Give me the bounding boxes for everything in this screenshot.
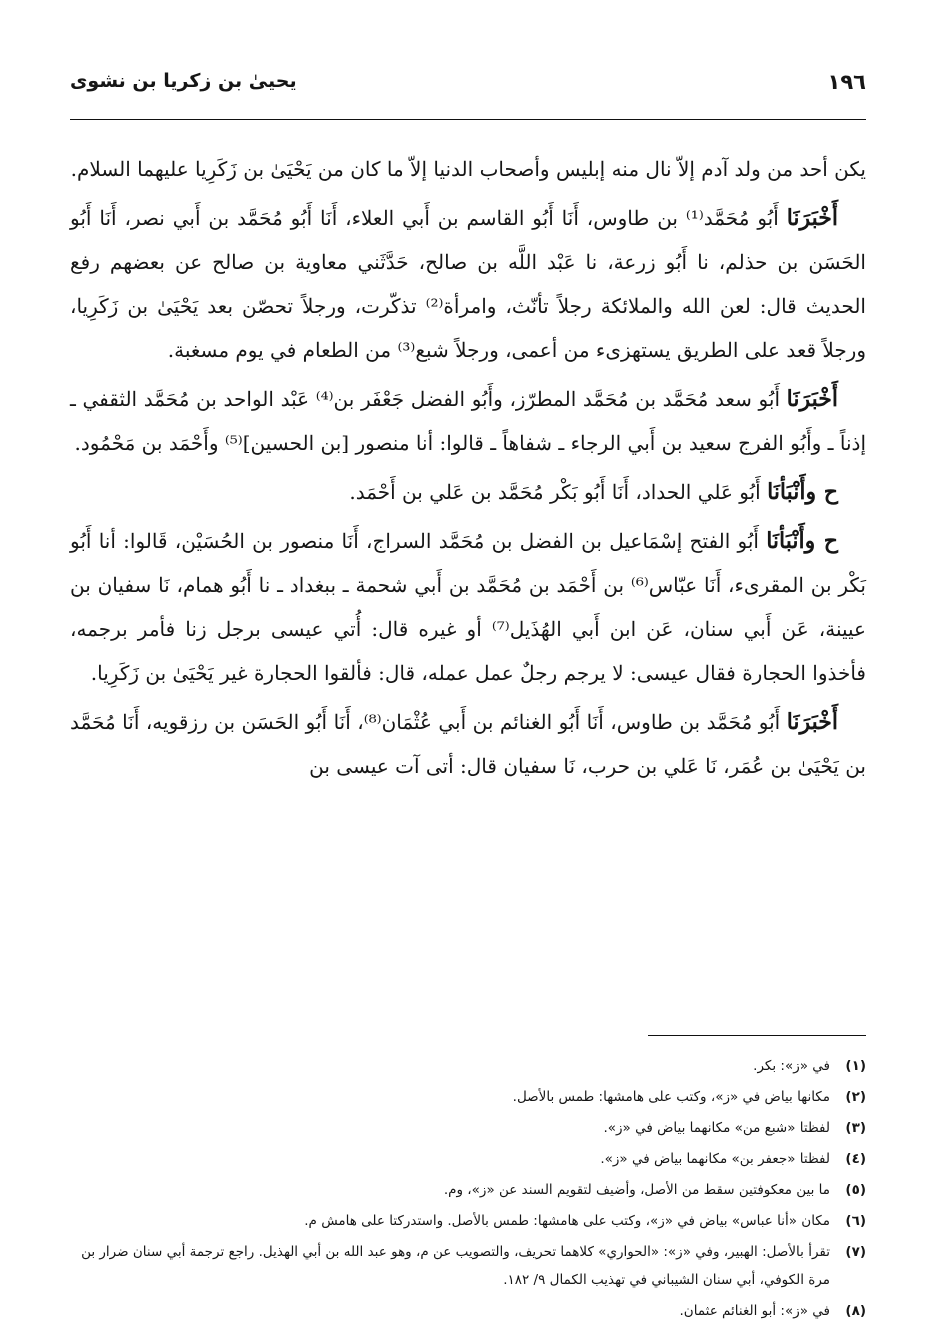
paragraph-text: أَبُو عَلي الحداد، أَنَا أَبُو بَكْر مُحَمَّد بن عَلي بن أَحْمَد. — [349, 480, 761, 504]
footnote-text: لفظتا «شبع من» مكانهما بياض في «ز». — [603, 1120, 830, 1136]
footnote — [70, 1083, 866, 1111]
paragraph — [70, 519, 866, 695]
footnote-separator — [648, 1035, 866, 1036]
paragraph-lead: ح وأَنْبَأنَا — [766, 528, 838, 554]
footnote-text: لفظتا «جعفر بن» مكانهما بياض في «ز». — [600, 1151, 830, 1167]
footnote-number: (٤) — [845, 1151, 866, 1167]
paragraph-text: أَبُو الفتح إسْمَاعيل بن الفضل بن مُحَمَّد السراج، أَنَا منصور بن الحُسَيْن، قَالوا: أنا أَبُو بَكْر بن المقرىء، أَنَا عبّاس⁽⁶⁾ بن أَحْمَد بن مُحَمَّد بن أَبي شحمة ـ ببغداد ـ نا أَبُو همام، نَا سفيان بن عيينة، عَن أَبي سنان، عَن ابن أَبي الهُذَيل⁽⁷⁾ أو غيره قال: أُتي عيسى برجل زنا فأمر برجمه، فأخذوا الحجارة فقال عيسى: لا يرجم رجلٌ عمل عمله، قال: فألقوا الحجارة غير يَحْيَىٰ بن زَكَرِيا. — [70, 529, 866, 685]
paragraph-text: أَبُو سعد مُحَمَّد بن مُحَمَّد المطرّز، وأَبُو الفضل جَعْفَر بن⁽⁴⁾ عَبْد الواحد بن مُحَمَّد الثقفي ـ إذناً ـ وأَبُو الفرج سعيد بن أَبي الرجاء ـ شفاهاً ـ قالوا: أنا منصور [بن الحسين]⁽⁵⁾ وأَحْمَد بن مَحْمُود. — [70, 387, 866, 455]
paragraph-lead: أَخْبَرَنَا — [786, 709, 839, 735]
footnote-number: (٦) — [845, 1213, 866, 1229]
page-number: ١٩٦ — [827, 70, 866, 94]
footnote — [70, 1238, 866, 1294]
paragraph-text: أَبُو مُحَمَّد بن طاوس، أَنَا أَبُو الغنائم بن أَبي عُثْمَان⁽⁸⁾، أَنَا أَبُو الحَسَن بن رزقويه، أَنَا مُحَمَّد بن يَحْيَىٰ بن عُمَر، نَا عَلي بن حرب، نَا سفيان قال: أتى آت عيسى بن — [70, 710, 866, 778]
footnote-text: في «ز»: أبو الغنائم عثمان. — [679, 1303, 830, 1319]
paragraph — [70, 377, 866, 465]
footnote — [70, 1297, 866, 1325]
paragraph-text: يكن أحد من ولد آدم إلاّ نال منه إبليس وأصحاب الدنيا إلاّ ما كان من يَحْيَىٰ بن زَكَرِيا عليهما السلام. — [70, 157, 866, 181]
footnote-number: (٧) — [845, 1244, 866, 1260]
footnote-number: (٥) — [845, 1182, 866, 1198]
paragraph-lead: أَخْبَرَنَا — [786, 205, 839, 231]
footnote — [70, 1114, 866, 1142]
footnote — [70, 1145, 866, 1173]
paragraph — [70, 470, 866, 514]
footnote-number: (١) — [845, 1058, 866, 1074]
page-header — [70, 68, 866, 102]
running-title: يحيىٰ بن زكريا بن نشوى — [70, 70, 297, 92]
paragraph — [70, 700, 866, 788]
footnote-text: في «ز»: بكر. — [753, 1058, 830, 1074]
footnote-text: ما بين معكوفتين سقط من الأصل، وأضيف لتقويم السند عن «ز»، وم. — [443, 1182, 830, 1198]
paragraph-text: أَبُو مُحَمَّد⁽¹⁾ بن طاوس، أَنَا أَبُو القاسم بن أَبي العلاء، أَنَا أَبُو مُحَمَّد بن أَبي نصر، أَنَا أَبُو الحَسَن بن حذلم، نا أَبُو زرعة، نا عَبْد اللَّه بن صالح، حَدَّثَني معاوية بن صالح عن بعضهم رفع الحديث قال: لعن الله والملائكة رجلاً تأنّث، وامرأة⁽²⁾ تذكّرت، ورجلاً تحصّن بعد يَحْيَىٰ بن زَكَرِيا، ورجلاً قعد على الطريق يستهزىء من أعمى، ورجلاً شبع⁽³⁾ من الطعام في يوم مسغبة. — [70, 206, 866, 362]
body-text — [70, 147, 866, 793]
footnote-number: (٨) — [845, 1303, 866, 1319]
footnote — [70, 1052, 866, 1080]
footnote-text: مكان «أنا عباس» بياض في «ز»، وكتب على هامشها: طمس بالأصل. واستدركتا على هامش م. — [304, 1213, 830, 1229]
paragraph-lead: أَخْبَرَنَا — [786, 386, 838, 412]
paragraph — [70, 196, 866, 372]
header-rule — [70, 119, 866, 120]
paragraph — [70, 147, 866, 191]
footnotes — [70, 1052, 866, 1328]
footnote-text: تقرأ بالأصل: الهبير، وفي «ز»: «الحواري» كلاهما تحريف، والتصويب عن م، وهو عبد الله بن أبي الهذيل. راجع ترجمة أبي سنان ضرار بن مرة الكوفي، أبي سنان الشيباني في تهذيب الكمال ٩/ ١٨٢. — [81, 1244, 830, 1288]
footnote-number: (٣) — [845, 1120, 866, 1136]
footnote — [70, 1176, 866, 1204]
footnote-text: مكانها بياض في «ز»، وكتب على هامشها: طمس بالأصل. — [512, 1089, 830, 1105]
footnote-number: (٢) — [845, 1089, 866, 1105]
paragraph-lead: ح وأَنْبَأنَا — [767, 479, 838, 505]
book-page — [70, 68, 866, 1319]
footnote — [70, 1207, 866, 1235]
